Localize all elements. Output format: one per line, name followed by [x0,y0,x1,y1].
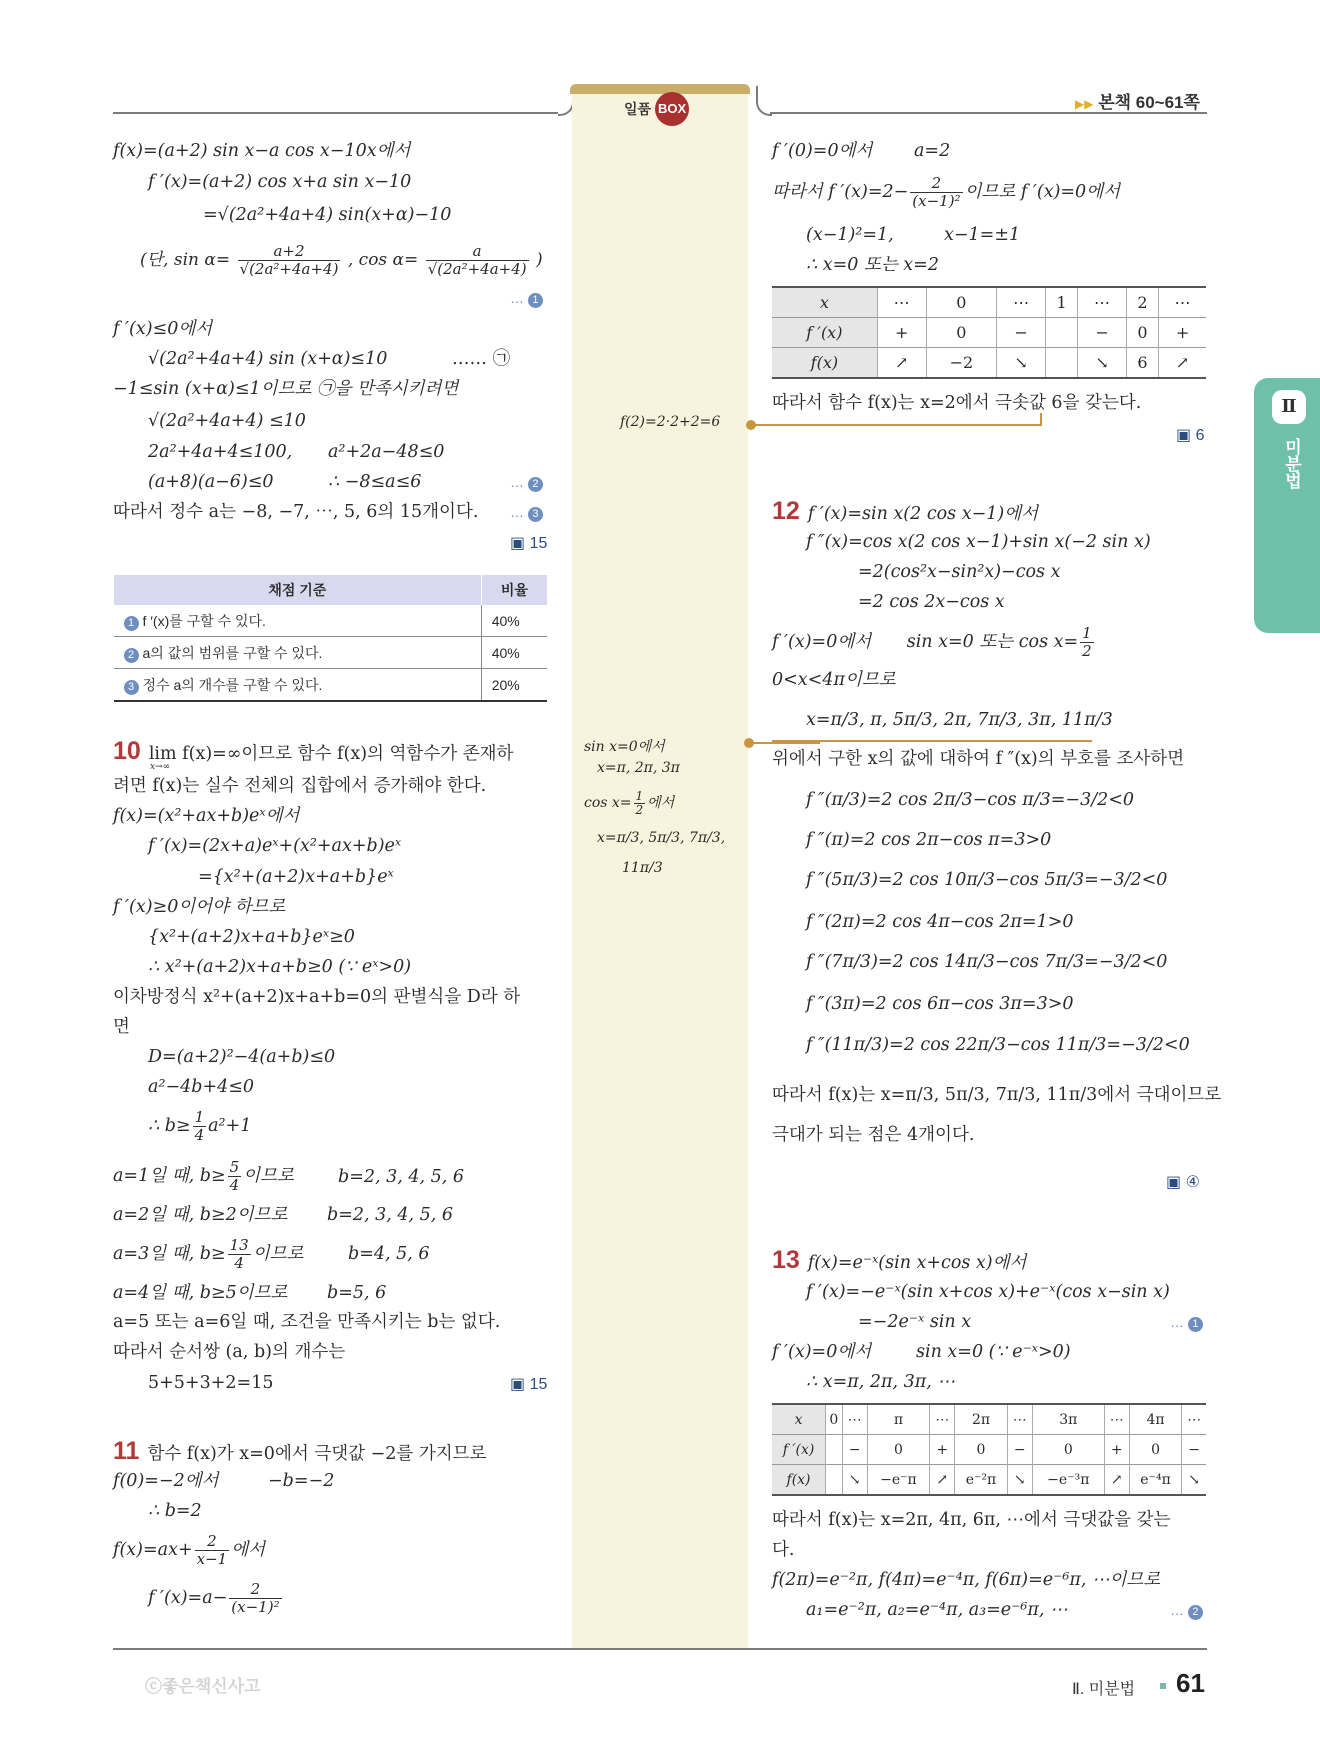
q11-l4-frac [195,1533,230,1568]
q12-l5-den: 2 [1082,642,1092,660]
double-arrow-icon: ▶▶ [1075,97,1094,111]
q11c-line-3b: x−1=±1 [944,225,1021,245]
q11-table-cell: f(x) [772,348,877,379]
q10-c3-num: 13 [229,1236,249,1254]
mark-3: … 3 [510,504,547,522]
q13-table-cell: 0 [1032,1435,1104,1465]
q10-c1-num: 5 [229,1158,240,1176]
grading-row [114,605,548,637]
answer-icon: ▣ [510,1376,526,1393]
q13-line-9: a₁=e⁻²π, a₂=e⁻⁴π, a₃=e⁻⁶π, ⋯ [806,1600,1068,1620]
q12-eq-5: f ″(7π/3)=2 cos 14π/3−cos 7π/3=−3/2<0 [806,952,1168,972]
q11-table-cell: ↗ [877,348,926,379]
q10-answer-value: 15 [529,1376,548,1393]
q11-l5-a: f ′(x)=a− [148,1588,228,1608]
q10-c1-den: 4 [229,1176,240,1194]
q12-answer [1166,1172,1200,1192]
page-reference-text: 본책 60~61쪽 [1098,93,1200,112]
q10-case-3 [113,1236,303,1272]
q13-table-cell: ↘ [842,1465,867,1496]
box-badge: BOX [655,92,689,126]
q10-line-12: a²−4b+4≤0 [148,1077,255,1097]
q13-line-6: 따라서 f(x)는 x=2π, 4π, 6π, ⋯에서 극댓값을 갖는 [772,1510,1171,1530]
q9-line-1: f(x)=(a+2) sin x−a cos x−10x에서 [113,141,411,161]
connector-line-up [1040,413,1042,425]
grading-text: a의 값의 범위를 구할 수 있다. [142,644,323,661]
footer-square-icon [1160,1683,1166,1689]
grading-text: 정수 a의 개수를 구할 수 있다. [142,676,323,693]
q12-l5-b: sin x=0 또는 cos x= [906,632,1079,652]
q10-line-6: f ′(x)≥0이어야 하므로 [113,897,286,917]
q9-line-6-mark: …… ㉠ [452,349,511,369]
q12-answer-value: ④ [1185,1174,1200,1191]
q10-lim-sub: x→∞ [150,762,171,772]
connector-line [772,740,1092,742]
q11c-l2-num: 2 [910,175,962,193]
q11c-l2-a: 따라서 f ′(x)=2− [772,182,909,202]
connector-line [750,742,820,744]
q10-case-1 [113,1158,294,1194]
q13-line-3: =−2e⁻ˣ sin x [858,1312,972,1332]
q9-line-5: f ′(x)≤0에서 [113,319,213,339]
box-label-text: 일품 [624,101,652,117]
q9-line-10b: ∴ −8≤a≤6 [328,472,422,492]
q11c-line-4: ∴ x=0 또는 x=2 [806,255,939,275]
mark-2: … 2 [510,474,547,492]
q11-l5-den: (x−1)² [231,1598,280,1616]
q11c-line-5: 따라서 함수 f(x)는 x=2에서 극솟값 6을 갖는다. [772,393,1142,413]
q10-l13-a: ∴ b≥ [148,1116,191,1136]
q11-table-cell: ⋯ [1159,287,1206,318]
q10-answer [510,1374,547,1394]
q10-line-11: D=(a+2)²−4(a+b)≤0 [148,1047,336,1067]
q12-l5-frac [1080,625,1094,660]
q13-line-1 [772,1246,1027,1274]
q9-line-7: −1≤sin (x+α)≤1이므로 ㉠을 만족시키려면 [113,379,459,399]
q9-frac-cos-den: √(2a²+4a+4) [427,260,527,278]
q10-case-3-values: b=4, 5, 6 [348,1244,430,1264]
grading-table [113,575,547,702]
page-number: 61 [1176,1668,1205,1698]
q11-line-4 [113,1530,265,1570]
q10-number: 10 [113,737,141,765]
q11-table-cell: + [877,318,926,348]
box-note-2c [584,786,674,820]
q13-table-cell: ↗ [930,1465,955,1496]
grading-row-pct: 40% [481,605,547,637]
q13-table-cell: ⋯ [930,1404,955,1435]
q11-answer-value: 6 [1195,427,1205,444]
box-note-2c-frac [634,790,646,817]
q9-line-9a: 2a²+4a+4≤100, [148,442,293,462]
q13-table-cell: π [867,1404,930,1435]
q9-frac-cos-num: a [426,243,529,261]
q13-table-row [772,1435,1206,1465]
q11-table-cell: −2 [926,348,997,379]
q11-l4-b: 에서 [231,1540,266,1560]
q12-line-1 [772,497,1039,525]
q13-table-cell: + [1104,1435,1129,1465]
q13-table-cell: ↘ [1182,1465,1206,1496]
q13-table-cell: − [1007,1435,1032,1465]
q12-eq-3: f ″(5π/3)=2 cos 10π/3−cos 5π/3=−3/2<0 [806,870,1168,890]
q11-l5-frac [229,1581,281,1616]
q13-table-cell: ↘ [1007,1465,1032,1496]
q10-c3-b: 이므로 [252,1244,304,1264]
q11-table-cell: ↘ [1078,348,1127,379]
grading-row [114,669,548,702]
q13-table-cell: 3π [1032,1404,1104,1435]
grading-num-icon: 3 [124,680,139,695]
q11-table-cell: + [1159,318,1206,348]
answer-icon: ▣ [510,535,526,552]
q9-frac-sin-num: a+2 [238,243,341,261]
q10-case-1-values: b=2, 3, 4, 5, 6 [338,1167,465,1187]
q10-line-7: {x²+(a+2)x+a+b}eˣ≥0 [148,927,355,947]
q13-line-1-text: f(x)=e⁻ˣ(sin x+cos x)에서 [807,1253,1027,1273]
side-tab-roman: Ⅱ [1272,390,1306,424]
box-note-1: f(2)=2·2+2=6 [620,414,721,430]
mark-1 [510,290,547,308]
q13-table-cell: ⋯ [842,1404,867,1435]
grading-row-pct: 40% [481,637,547,669]
q12-number: 12 [772,497,800,525]
q11-table-cell: x [772,287,877,318]
q11-table-row [772,318,1206,348]
box-note-2c-a: cos x= [584,795,632,811]
q9-line-2: f ′(x)=(a+2) cos x+a sin x−10 [148,172,412,192]
box-note-2a: sin x=0에서 [584,739,665,755]
grading-row-pct: 20% [481,669,547,702]
footer-rule [113,1648,1207,1650]
connector-line [752,424,1042,426]
q11c-line-2 [772,172,1120,212]
q10-line-13 [148,1108,251,1144]
q11-table-cell: 1 [1046,287,1078,318]
q11-l4-den: x−1 [196,1550,228,1568]
q9-line-8: √(2a²+4a+4) ≤10 [148,411,306,431]
q12-line-9: 따라서 f(x)는 x=π/3, 5π/3, 7π/3, 11π/3에서 극대이므로 [772,1085,1222,1105]
q13-table-cell: f ′(x) [772,1435,826,1465]
q10-line-10: 면 [113,1017,130,1037]
q10-case-4-values: b=5, 6 [327,1283,387,1303]
q13-table-cell: − [842,1435,867,1465]
q11-table-cell [1046,348,1078,379]
q11-line-5 [148,1578,284,1618]
q9-frac-sin-den: √(2a²+4a+4) [239,260,339,278]
q10-case-2-values: b=2, 3, 4, 5, 6 [327,1205,454,1225]
box-note-2d: x=π/3, 5π/3, 7π/3, [597,830,726,846]
q11-table-cell: 0 [926,318,997,348]
q10-c3-frac [228,1237,251,1272]
q12-line-3: =2(cos²x−sin²x)−cos x [858,562,1061,582]
q11c-line-3a: (x−1)²=1, [806,225,894,245]
q11c-line-1b: a=2 [914,141,951,161]
q12-eq-7: f ″(11π/3)=2 cos 22π/3−cos 11π/3=−3/2<0 [806,1035,1190,1055]
mark-1: … 1 [1170,1314,1207,1332]
grading-num-icon: 2 [124,648,139,663]
q9-line-11: 따라서 정수 a는 −8, −7, ⋯, 5, 6의 15개이다. [113,502,479,522]
q13-table-cell [826,1465,843,1496]
q13-table-cell: e⁻²π [955,1465,1008,1496]
q10-case-5: a=5 또는 a=6일 때, 조건을 만족시키는 b는 없다. [113,1312,501,1332]
q12-eq-6: f ″(3π)=2 cos 6π−cos 3π=3>0 [806,994,1074,1014]
q10-case-4: a=4일 때, b≥5이므로 [113,1283,288,1303]
q13-table-cell: 0 [826,1404,843,1435]
q9-line-6: √(2a²+4a+4) sin (x+α)≤10 [148,349,388,369]
mark-2-icon: 2 [528,477,543,492]
q10-case-6: 따라서 순서쌍 (a, b)의 개수는 [113,1342,346,1362]
q12-eq-1: f ″(π/3)=2 cos 2π/3−cos π/3=−3/2<0 [806,790,1135,810]
q9-cond-a: (단, sin α= [140,250,231,270]
q11-table-cell: 2 [1126,287,1158,318]
q12-line-10: 극대가 되는 점은 4개이다. [772,1125,975,1145]
q11-l5-num: 2 [229,1581,281,1599]
mark-3-icon: 3 [528,507,543,522]
q13-table-cell [826,1435,843,1465]
q11-table-cell: 0 [1126,318,1158,348]
q10-line-3: f(x)=(x²+ax+b)eˣ에서 [113,806,300,826]
q13-line-2: f ′(x)=−e⁻ˣ(sin x+cos x)+e⁻ˣ(cos x−sin x) [806,1282,1170,1302]
q11-table-cell: − [997,318,1046,348]
page-reference [1075,88,1200,113]
q10-c1-frac [228,1159,242,1194]
q9-line-10a: (a+8)(a−6)≤0 [148,472,274,492]
q11-table-cell: ⋯ [1078,287,1127,318]
q11-variation-table [772,286,1206,379]
q11-line-3: ∴ b=2 [148,1501,202,1521]
q13-line-8: f(2π)=e⁻²π, f(4π)=e⁻⁴π, f(6π)=e⁻⁶π, ⋯이므로 [772,1570,1161,1590]
q11-table-cell: 6 [1126,348,1158,379]
grading-row [114,637,548,669]
q11c-line-1a: f ′(0)=0에서 [772,141,873,161]
q10-case-7: 5+5+3+2=15 [148,1373,274,1393]
box-note-2c-den: 2 [635,802,644,817]
q10-line-1 [113,737,514,765]
q10-l13-den: 4 [194,1126,205,1144]
q12-line-6: 0<x<4π이므로 [772,670,896,690]
q12-eq-4: f ″(2π)=2 cos 4π−cos 2π=1>0 [806,912,1074,932]
q9-cond-b: , cos α= [347,250,419,270]
q11-table-cell [1046,318,1078,348]
q13-line-4b: sin x=0 (∵ e⁻ˣ>0) [916,1342,1071,1362]
box-note-2e: 11π/3 [622,860,663,876]
q13-line-5: ∴ x=π, 2π, 3π, ⋯ [806,1372,955,1392]
q10-line-8: ∴ x²+(a+2)x+a+b≥0 (∵ eˣ>0) [148,957,412,977]
q11-answer [1176,425,1204,445]
q9-line-9b: a²+2a−48≤0 [328,442,445,462]
q12-line-4: =2 cos 2x−cos x [858,592,1005,612]
q12-line-1-text: f ′(x)=sin x(2 cos x−1)에서 [807,504,1039,524]
q12-line-7: x=π/3, π, 5π/3, 2π, 7π/3, 3π, 11π/3 [806,710,1113,730]
q13-table-cell: x [772,1404,826,1435]
grading-text: f ′(x)를 구할 수 있다. [142,612,266,629]
q12-line-8: 위에서 구한 x의 값에 대하여 f ″(x)의 부호를 조사하면 [772,749,1185,769]
q10-l13-b: a²+1 [208,1116,252,1136]
side-tab[interactable] [1254,378,1320,633]
q13-table-row [772,1465,1206,1496]
q10-c3-den: 4 [234,1254,244,1272]
footer-copyright: ⓒ좋은책신사고 [145,1677,261,1696]
q13-table-cell: −e⁻π [867,1465,930,1496]
q13-table-cell: ⋯ [1182,1404,1206,1435]
q11-table-cell: ↘ [997,348,1046,379]
q9-condition [140,240,543,280]
q13-table-cell: 0 [955,1435,1008,1465]
q13-table-cell: ↗ [1104,1465,1129,1496]
q10-line-5: ={x²+(a+2)x+a+b}eˣ [198,867,394,887]
q11-l4-num: 2 [195,1533,230,1551]
q11-table-row [772,348,1206,379]
q11-line-2b: −b=−2 [268,1471,335,1491]
q11-line-1 [113,1437,487,1465]
q10-l13-num: 1 [194,1108,205,1126]
footer-chapter: Ⅱ. 미분법 [1072,1681,1136,1698]
q11c-l2-den: (x−1)² [912,192,961,210]
q11-line-1-text: 함수 f(x)가 x=0에서 극댓값 −2를 가지므로 [147,1444,487,1464]
q10-line-4: f ′(x)=(2x+a)eˣ+(x²+ax+b)eˣ [148,836,402,856]
grading-header-criteria: 채점 기준 [114,575,482,605]
q11-table-cell: ↗ [1159,348,1206,379]
grading-row-text [114,605,482,637]
q13-table-cell: ⋯ [1104,1404,1129,1435]
q11-table-cell: f ′(x) [772,318,877,348]
q13-table-cell: f(x) [772,1465,826,1496]
q13-table-cell: e⁻⁴π [1129,1465,1182,1496]
q11-line-2a: f(0)=−2에서 [113,1471,219,1491]
q13-table-cell: −e⁻³π [1032,1465,1104,1496]
mark-1-icon: 1 [1188,1317,1203,1332]
q12-l5-a: f ′(x)=0에서 [772,632,872,652]
grading-row-text [114,669,482,702]
q13-line-7: 다. [772,1540,795,1560]
q10-line-9: 이차방정식 x²+(a+2)x+a+b=0의 판별식을 D라 하 [113,987,521,1007]
q12-line-5 [772,624,1096,660]
grading-num-icon: 1 [124,616,139,631]
q9-answer [510,533,547,553]
q13-table-cell: 0 [867,1435,930,1465]
q10-c3-a: a=3일 때, b≥ [113,1244,226,1264]
q11-number: 11 [113,1437,140,1465]
q13-number: 13 [772,1246,800,1274]
q9-cond-c: ) [536,250,543,270]
box-note-2b: x=π, 2π, 3π [597,760,680,776]
q11-table-row [772,287,1206,318]
q13-table-cell: ⋯ [1007,1404,1032,1435]
mark-1-icon: 1 [528,293,543,308]
q11-table-cell: − [1078,318,1127,348]
q9-frac-cos [426,243,529,278]
q12-eq-2: f ″(π)=2 cos 2π−cos π=3>0 [806,830,1052,850]
q13-line-4a: f ′(x)=0에서 [772,1342,872,1362]
q10-case-2: a=2일 때, b≥2이므로 [113,1205,288,1225]
q9-answer-value: 15 [529,535,548,552]
q9-frac-sin [238,243,341,278]
q11-table-cell: 0 [926,287,997,318]
q13-table-cell: − [1182,1435,1206,1465]
q13-table-cell: 0 [1129,1435,1182,1465]
mark-2-icon: 2 [1188,1605,1203,1620]
q9-line-3: =√(2a²+4a+4) sin(x+α)−10 [203,205,452,225]
answer-icon: ▣ [1166,1174,1182,1191]
q10-c1-a: a=1일 때, b≥ [113,1166,226,1186]
q11-table-cell: ⋯ [877,287,926,318]
grading-row-text [114,637,482,669]
q13-variation-table [772,1403,1206,1496]
grading-header [114,575,548,605]
q12-line-2: f ″(x)=cos x(2 cos x−1)+sin x(−2 sin x) [806,532,1151,552]
grading-header-ratio: 비율 [481,575,547,605]
q12-l5-num: 1 [1082,624,1092,642]
side-tab-label: 미분법 [1282,438,1301,489]
q11c-l2-b: 이므로 f ′(x)=0에서 [964,182,1120,202]
box-note-2c-b: 에서 [647,795,675,811]
box-label [624,93,689,125]
mark-2: … 2 [1170,1602,1207,1620]
q11-table-cell: ⋯ [997,287,1046,318]
answer-icon: ▣ [1176,427,1192,444]
q13-table-cell: 2π [955,1404,1008,1435]
q13-table-cell: + [930,1435,955,1465]
q10-c1-b: 이므로 [243,1166,294,1186]
q13-table-cell: 4π [1129,1404,1182,1435]
q11c-l2-frac [910,175,962,210]
q10-l13-frac [193,1109,207,1144]
q11-l4-a: f(x)=ax+ [113,1540,193,1560]
q13-table-row [772,1404,1206,1435]
mark-1-dots: … [510,290,524,306]
q10-line-1-text: lim f(x)=∞이므로 함수 f(x)의 역함수가 존재하 [148,744,514,764]
q10-line-2: 려면 f(x)는 실수 전체의 집합에서 증가해야 한다. [113,776,487,796]
box-note-2c-num: 1 [635,788,644,803]
